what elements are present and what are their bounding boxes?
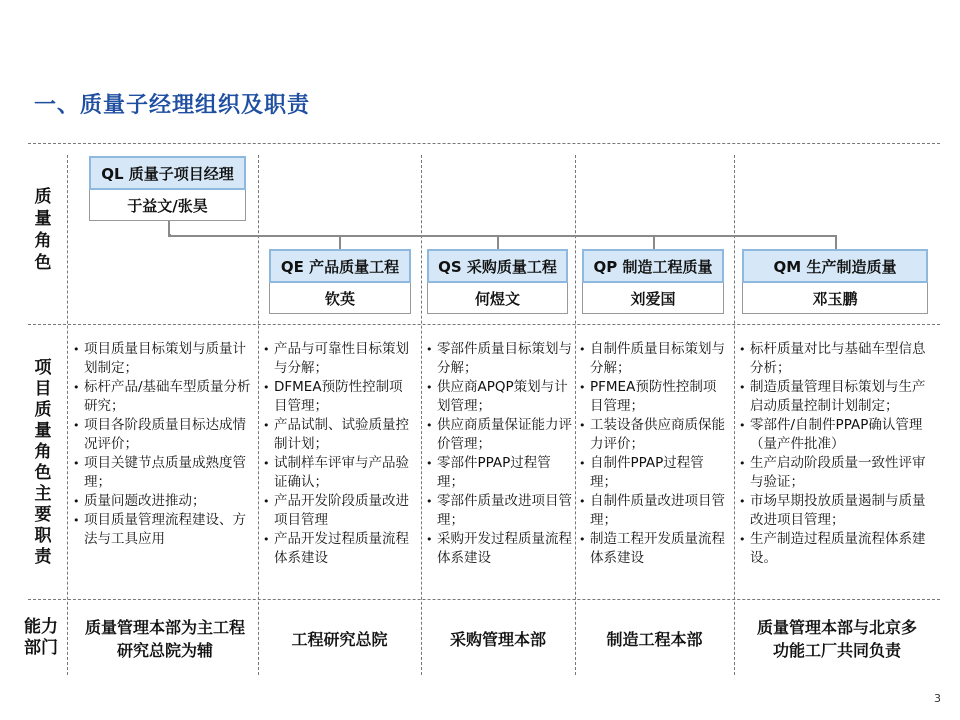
list-item: • 零部件/自制件PPAP确认管理（量产件批准） [739, 416, 929, 454]
responsibility-list-qm [739, 340, 929, 568]
column-divider-1 [258, 155, 259, 675]
list-item: • 生产启动阶段质量一致性评审与验证； [739, 454, 929, 492]
role-box-qs-title: QS 采购质量工程 [427, 249, 568, 283]
role-box-ql-person: 于益文/张昊 [89, 190, 246, 221]
list-item: • 制造工程开发质量流程体系建设 [579, 530, 729, 568]
role-box-qm-person: 邓玉鹏 [742, 283, 928, 314]
list-item: • 项目质量管理流程建设、方法与工具应用 [73, 511, 253, 549]
responsibility-list-qe [263, 340, 413, 568]
list-item: • 生产制造过程质量流程体系建设。 [739, 530, 929, 568]
connector-ql-stem [168, 221, 170, 235]
role-box-qp-title: QP 制造工程质量 [582, 249, 724, 283]
list-item: • 项目质量目标策划与质量计划制定； [73, 340, 253, 378]
list-item: • 自制件PPAP过程管理； [579, 454, 729, 492]
list-item: • DFMEA预防性控制项目管理； [263, 378, 413, 416]
role-box-qs-person: 何煜文 [427, 283, 568, 314]
list-item: • 质量问题改进推动； [73, 492, 253, 511]
row-label-department: 能力部门 [24, 617, 58, 658]
list-item: • 项目各阶段质量目标达成情况评价； [73, 416, 253, 454]
list-item: • 零部件PPAP过程管理； [426, 454, 572, 492]
responsibility-list-ql [73, 340, 253, 549]
list-item: • 产品开发阶段质量改进项目管理 [263, 492, 413, 530]
page-number: 3 [934, 692, 941, 705]
role-box-qp-person: 刘爱国 [582, 283, 724, 314]
list-item: • 标杆产品/基础车型质量分析研究； [73, 378, 253, 416]
list-item: • 零部件质量目标策划与分解； [426, 340, 572, 378]
column-divider-4 [734, 155, 735, 675]
divider-top [28, 143, 940, 144]
list-item: • 产品与可靠性目标策划与分解； [263, 340, 413, 378]
department-qm: 质量管理本部与北京多功能工厂共同负责 [756, 618, 917, 660]
divider-resp-dept [28, 599, 940, 600]
list-item: • 项目关键节点质量成熟度管理； [73, 454, 253, 492]
list-item: • 供应商APQP策划与计划管理； [426, 378, 572, 416]
list-item: • 工装设备供应商质保能力评价； [579, 416, 729, 454]
column-divider-label [67, 155, 68, 675]
department-qp: 制造工程本部 [606, 629, 703, 649]
department-qs: 采购管理本部 [449, 629, 546, 649]
role-box-qe-title: QE 产品质量工程 [269, 249, 411, 283]
list-item: • 自制件质量目标策划与分解； [579, 340, 729, 378]
divider-role-resp [28, 324, 940, 325]
column-divider-2 [421, 155, 422, 675]
connector-qp [653, 235, 655, 250]
list-item: • 试制样车评审与产品验证确认； [263, 454, 413, 492]
column-divider-3 [575, 155, 576, 675]
list-item: • 市场早期投放质量遏制与质量改进项目管理； [739, 492, 929, 530]
list-item: • 零部件质量改进项目管理； [426, 492, 572, 530]
list-item: • 制造质量管理目标策划与生产启动质量控制计划制定； [739, 378, 929, 416]
responsibility-list-qp [579, 340, 729, 568]
role-box-qm-title: QM 生产制造质量 [742, 249, 928, 283]
department-qe: 工程研究总院 [291, 629, 388, 649]
connector-bus [168, 235, 837, 237]
connector-qs [497, 235, 499, 250]
department-ql: 质量管理本部为主工程研究总院为辅 [84, 618, 245, 660]
role-box-qe-person: 钦英 [269, 283, 411, 314]
list-item: • 产品试制、试验质量控制计划； [263, 416, 413, 454]
connector-qm [835, 235, 837, 250]
row-label-role: 质量角色 [34, 187, 52, 273]
connector-qe [339, 235, 341, 250]
list-item: • 供应商质量保证能力评价管理； [426, 416, 572, 454]
list-item: • 标杆质量对比与基础车型信息分析； [739, 340, 929, 378]
responsibility-list-qs [426, 340, 572, 568]
list-item: • 采购开发过程质量流程体系建设 [426, 530, 572, 568]
row-label-responsibility: 项目质量角色主要职责 [34, 358, 52, 567]
page-title: 一、质量子经理组织及职责 [34, 93, 311, 118]
list-item: • 自制件质量改进项目管理； [579, 492, 729, 530]
role-box-ql-title: QL 质量子项目经理 [89, 156, 246, 190]
list-item: • PFMEA预防性控制项目管理； [579, 378, 729, 416]
list-item: • 产品开发过程质量流程体系建设 [263, 530, 413, 568]
